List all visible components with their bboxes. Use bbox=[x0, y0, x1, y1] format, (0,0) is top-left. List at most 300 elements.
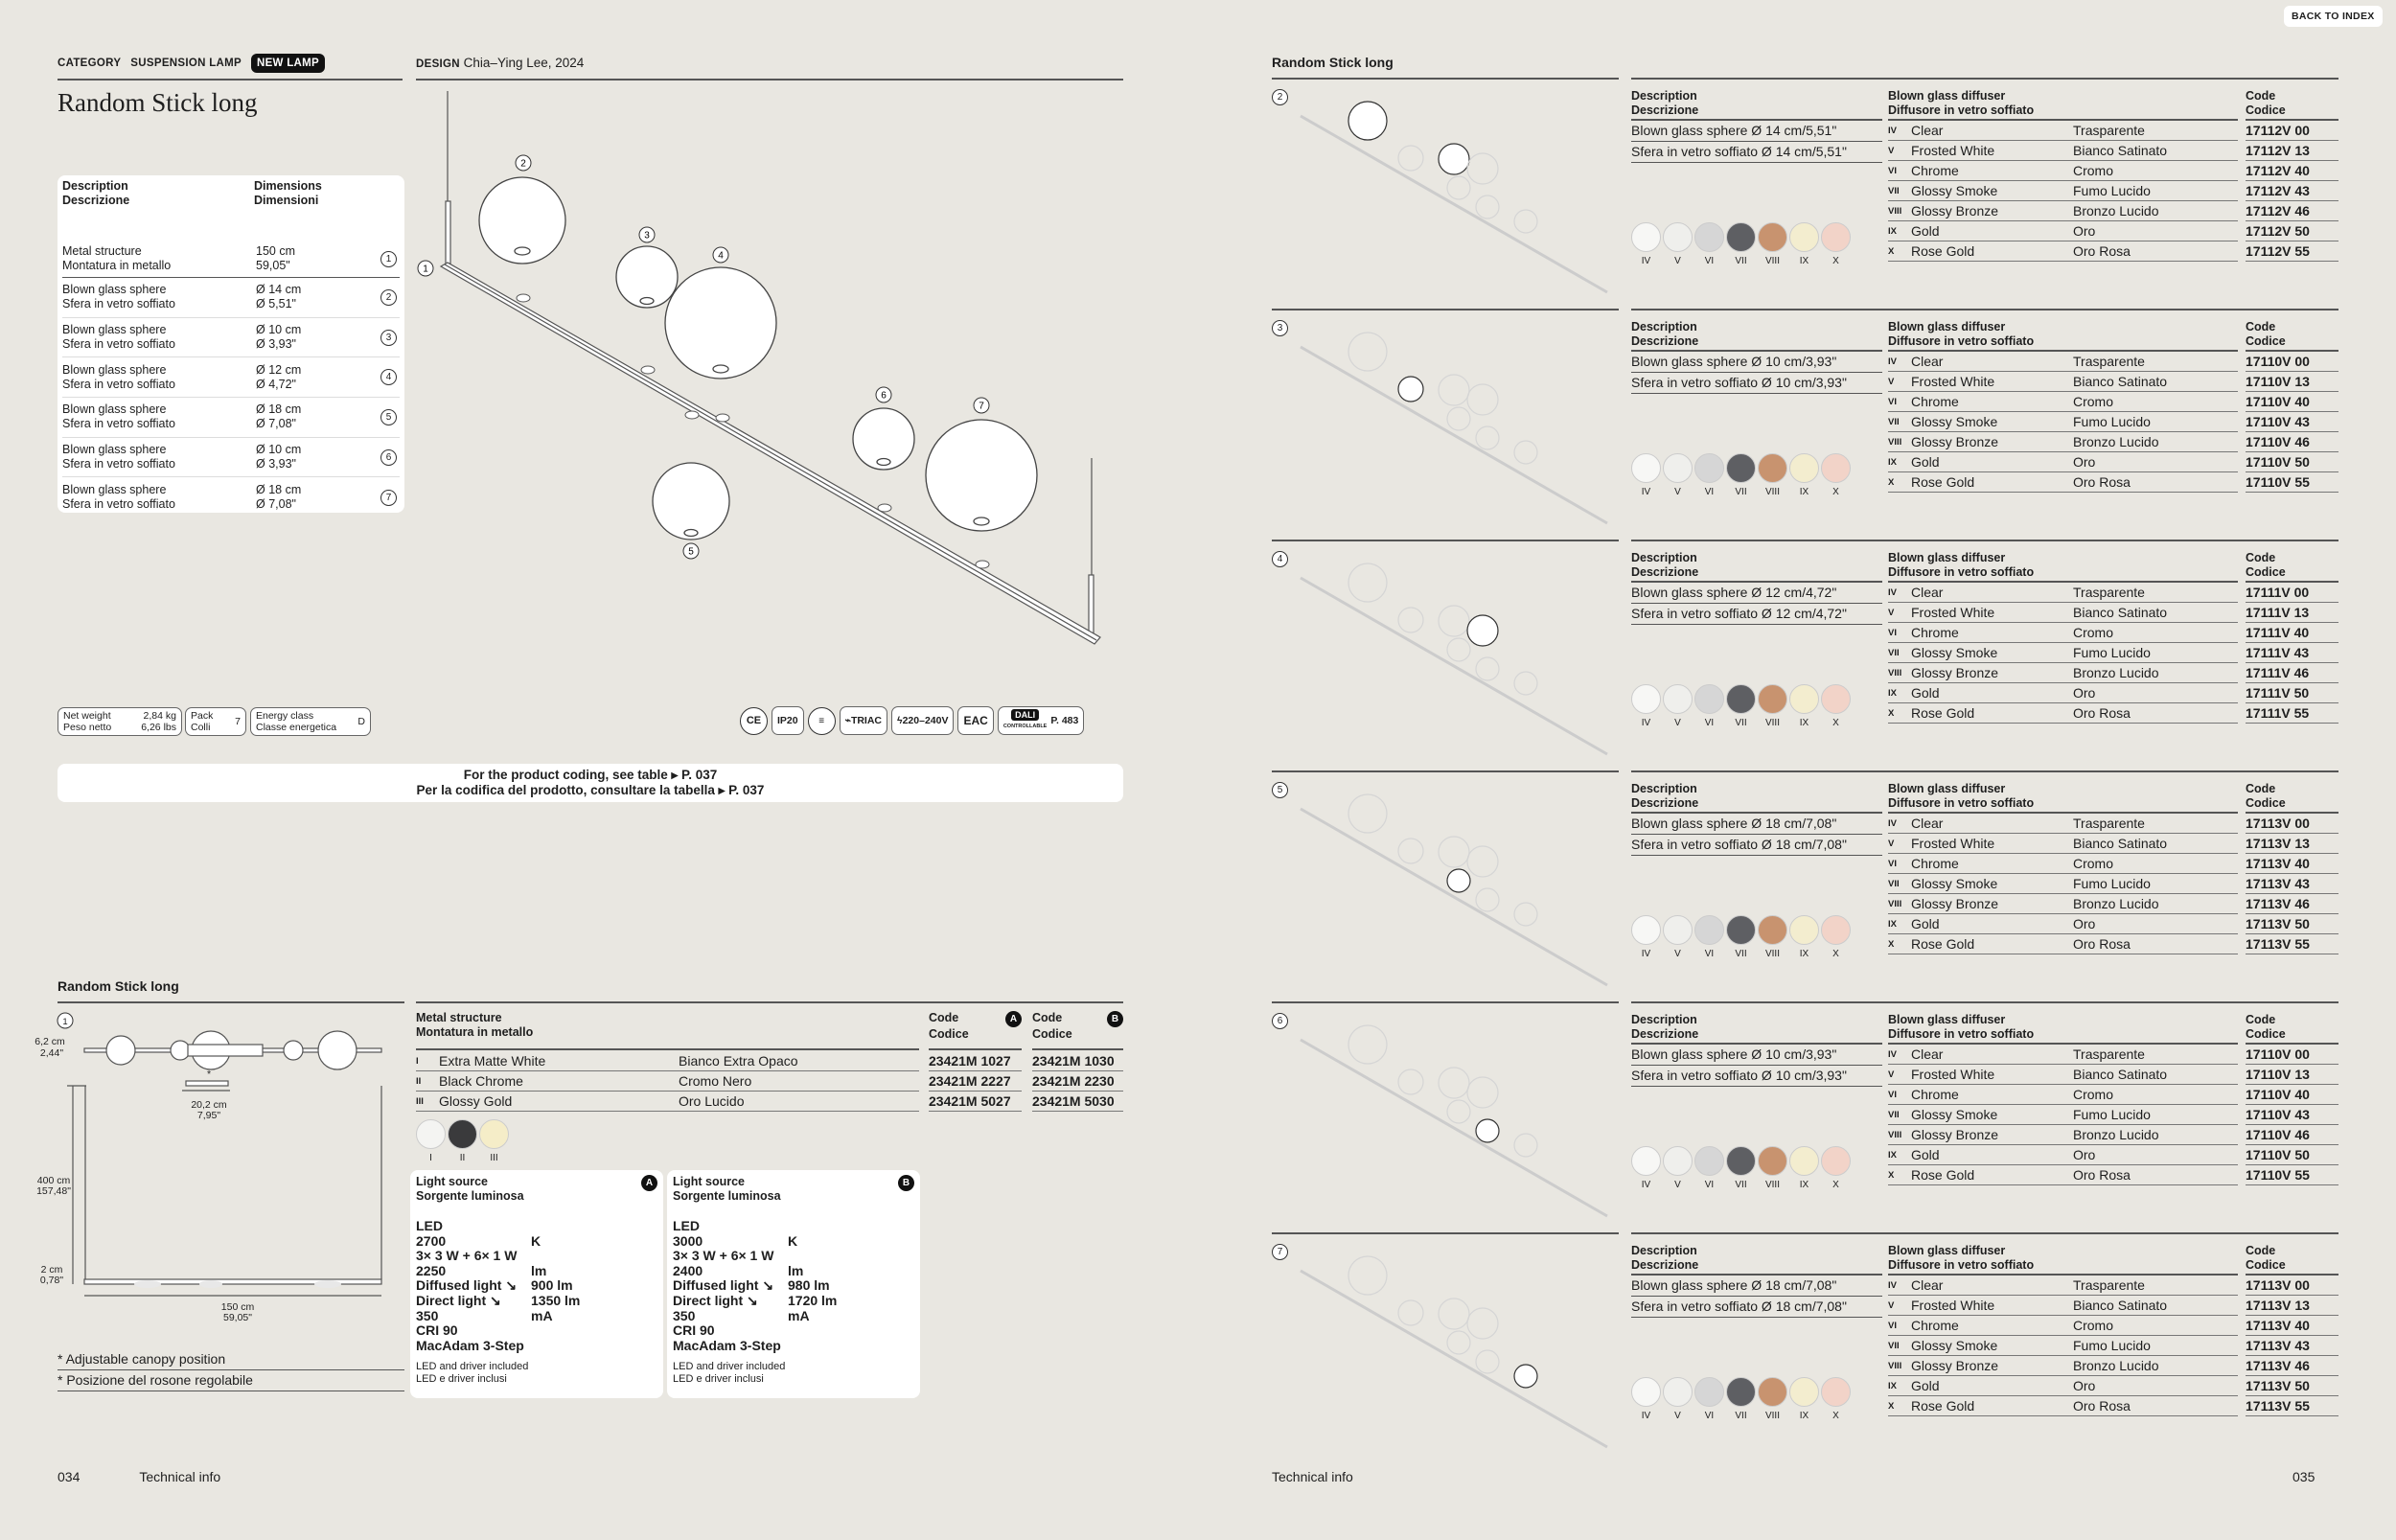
dims-desc-en: Blown glass sphere bbox=[62, 402, 167, 417]
code-header bbox=[2246, 782, 2286, 811]
code-en: Code bbox=[2246, 89, 2276, 103]
dims-value bbox=[256, 363, 380, 392]
roman-numeral: X bbox=[1888, 1401, 1895, 1412]
finish-en: Glossy Smoke bbox=[1911, 414, 1998, 429]
finish-it: Trasparente bbox=[2073, 354, 2145, 369]
swatch-label: IV bbox=[1641, 487, 1651, 497]
code-en: Code bbox=[2246, 551, 2276, 564]
category-value: SUSPENSION LAMP bbox=[130, 57, 242, 69]
finish-rows bbox=[1888, 121, 2338, 262]
product-code: 17110V 43 bbox=[2246, 414, 2310, 429]
dims-rows bbox=[62, 241, 400, 517]
finish-en: Gold bbox=[1911, 1378, 1940, 1393]
finish-en: Clear bbox=[1911, 816, 1944, 831]
code-it: Codice bbox=[2246, 1027, 2286, 1041]
swatch-label: V bbox=[1674, 1180, 1681, 1190]
footer-right-label: Technical info bbox=[1272, 1469, 1353, 1484]
roman-numeral: VII bbox=[1888, 1110, 1900, 1120]
callout-number: 6 bbox=[881, 390, 887, 402]
desc-en: Description bbox=[1631, 1244, 1697, 1257]
swatch-circle bbox=[448, 1119, 477, 1149]
finish-row bbox=[1888, 814, 2338, 834]
light-specs bbox=[416, 1219, 657, 1353]
product-code: 17110V 13 bbox=[2246, 1067, 2310, 1082]
spec-value: CRI 90 bbox=[416, 1322, 458, 1339]
diagram-callout bbox=[974, 398, 989, 413]
glass-en: Blown glass diffuser bbox=[1888, 89, 2006, 103]
desc-header bbox=[1631, 551, 1698, 580]
product-section bbox=[1272, 540, 2338, 770]
desc-header bbox=[1631, 782, 1698, 811]
glass-it: Diffusore in vetro soffiato bbox=[1888, 1027, 2035, 1041]
section-thumbnail bbox=[1291, 87, 1617, 298]
product-code: 17112V 43 bbox=[2246, 183, 2310, 198]
footer-left bbox=[58, 1469, 220, 1484]
swatch-circle bbox=[1821, 1377, 1851, 1407]
product-code: 17113V 40 bbox=[2246, 856, 2310, 871]
spec-unit: lm bbox=[531, 1262, 547, 1278]
dim-w1: 20,2 cm bbox=[191, 1099, 227, 1111]
swatch-circle bbox=[1694, 222, 1724, 252]
glass-en: Blown glass diffuser bbox=[1888, 320, 2006, 333]
spec-value: 350 bbox=[416, 1307, 439, 1323]
finish-swatch bbox=[1631, 915, 1661, 960]
eac-icon: EAC bbox=[957, 706, 993, 735]
divider bbox=[1032, 1048, 1123, 1050]
swatch-circle bbox=[1631, 684, 1661, 714]
finish-en: Clear bbox=[1911, 354, 1944, 369]
swatch-circle bbox=[1726, 453, 1756, 483]
section-number: 3 bbox=[1272, 320, 1288, 336]
dims-value-cm: Ø 10 cm bbox=[256, 443, 302, 457]
spec-value: MacAdam 3-Step bbox=[673, 1337, 781, 1353]
dims-value-cm: 150 cm bbox=[256, 244, 295, 258]
roman-numeral: IV bbox=[1888, 1049, 1897, 1060]
dims-desc-en: Blown glass sphere bbox=[62, 443, 167, 457]
swatch-label: VII bbox=[1735, 256, 1747, 266]
dims-value-in: 59,05" bbox=[256, 259, 290, 272]
product-code: 17113V 55 bbox=[2246, 1398, 2310, 1414]
part-number: 2 bbox=[380, 289, 397, 306]
page-title: Random Stick long bbox=[58, 88, 258, 117]
section-number: 7 bbox=[1272, 1244, 1288, 1260]
diagram-callout bbox=[639, 227, 655, 242]
swatch-label: VII bbox=[1735, 1411, 1747, 1421]
finish-en: Glossy Smoke bbox=[1911, 183, 1998, 198]
dims-row bbox=[62, 438, 400, 478]
finish-en: Chrome bbox=[1911, 1087, 1959, 1102]
finish-row bbox=[1888, 1356, 2338, 1376]
swatch-label: X bbox=[1832, 1180, 1839, 1190]
finish-it: Fumo Lucido bbox=[2073, 645, 2151, 660]
part-number: 1 bbox=[380, 251, 397, 267]
finish-swatch bbox=[1821, 1146, 1851, 1191]
back-to-index-button[interactable]: BACK TO INDEX bbox=[2284, 6, 2383, 27]
dim-h2: 2,44" bbox=[39, 1047, 64, 1059]
dims-desc-en: Blown glass sphere bbox=[62, 283, 167, 297]
dims-desc-it: Sfera in vetro soffiato bbox=[62, 337, 175, 352]
divider bbox=[58, 1001, 404, 1003]
spec-row bbox=[673, 1249, 914, 1264]
dims-row bbox=[62, 398, 400, 438]
spec-row bbox=[416, 1234, 657, 1250]
swatch-circle bbox=[1821, 684, 1851, 714]
dims-desc bbox=[62, 443, 256, 471]
roman-numeral: VIII bbox=[1888, 668, 1902, 678]
dims-desc bbox=[62, 402, 256, 431]
light-title-it: Sorgente luminosa bbox=[416, 1189, 524, 1203]
code-b: 23421M 1030 bbox=[1032, 1053, 1115, 1069]
spec-unit: 1350 lm bbox=[531, 1292, 581, 1308]
page-number: 035 bbox=[2292, 1469, 2315, 1484]
spec-unit: 980 lm bbox=[788, 1277, 830, 1294]
finish-it: Bronzo Lucido bbox=[2073, 203, 2159, 218]
finish-row bbox=[1888, 683, 2338, 703]
swatch-circle bbox=[1694, 915, 1724, 945]
finish-swatch bbox=[1694, 1146, 1724, 1191]
finish-swatch bbox=[479, 1119, 509, 1164]
swatch-circle bbox=[1726, 1377, 1756, 1407]
dims-value bbox=[256, 402, 380, 431]
finish-swatch bbox=[1789, 1146, 1819, 1191]
divider bbox=[1631, 1001, 2338, 1003]
dims-value-in: Ø 3,93" bbox=[256, 337, 296, 352]
swatch-circle bbox=[479, 1119, 509, 1149]
callout-number: 5 bbox=[688, 546, 694, 558]
roman-numeral: VII bbox=[1888, 417, 1900, 427]
product-code: 17113V 13 bbox=[2246, 1298, 2310, 1313]
swatch-circle bbox=[1726, 222, 1756, 252]
product-code: 17112V 50 bbox=[2246, 223, 2310, 239]
code-a: 23421M 2227 bbox=[929, 1073, 1011, 1089]
swatch-label: VI bbox=[1704, 1180, 1715, 1190]
finish-swatch bbox=[1726, 1377, 1756, 1422]
divider bbox=[929, 1048, 1022, 1050]
product-code: 17111V 00 bbox=[2246, 585, 2310, 600]
product-code: 17111V 46 bbox=[2246, 665, 2310, 680]
roman-numeral: VIII bbox=[1888, 206, 1902, 217]
designer-name: Chia–Ying Lee, 2024 bbox=[463, 56, 585, 70]
glass-en: Blown glass diffuser bbox=[1888, 782, 2006, 795]
roman-numeral: VI bbox=[1888, 628, 1897, 638]
finish-row bbox=[1888, 1165, 2338, 1185]
finish-row bbox=[1888, 894, 2338, 914]
dim-h1: 6,2 cm bbox=[35, 1036, 65, 1047]
finish-swatch bbox=[1694, 453, 1724, 498]
product-section bbox=[1272, 78, 2338, 309]
swatch-label: IV bbox=[1641, 949, 1651, 959]
product-code: 17110V 43 bbox=[2246, 1107, 2310, 1122]
ip-rating-icon: IP20 bbox=[772, 706, 804, 735]
finish-it: Bronzo Lucido bbox=[2073, 665, 2159, 680]
glass-it: Diffusore in vetro soffiato bbox=[1888, 103, 2035, 117]
product-code: 17113V 43 bbox=[2246, 1338, 2310, 1353]
divider bbox=[58, 79, 403, 80]
roman-numeral: IX bbox=[1888, 1150, 1897, 1161]
swatch-label: X bbox=[1832, 487, 1839, 497]
finish-row bbox=[1888, 1336, 2338, 1356]
product-code: 17113V 13 bbox=[2246, 836, 2310, 851]
metal-row bbox=[416, 1092, 1123, 1112]
swatch-label: VI bbox=[1704, 256, 1715, 266]
section-number: 5 bbox=[1272, 782, 1288, 798]
glass-swatches bbox=[1631, 915, 1851, 960]
product-code: 17110V 55 bbox=[2246, 1167, 2310, 1183]
divider bbox=[1272, 1001, 1619, 1003]
finish-en: Chrome bbox=[1911, 1318, 1959, 1333]
dims-desc-en: Blown glass sphere bbox=[62, 362, 167, 377]
code-header bbox=[2246, 1013, 2286, 1042]
spec-row bbox=[416, 1323, 657, 1339]
code-header bbox=[2246, 1244, 2286, 1273]
finish-en: Rose Gold bbox=[1911, 1398, 1975, 1414]
finish-swatch bbox=[1821, 1377, 1851, 1422]
roman-numeral: II bbox=[416, 1076, 422, 1087]
spec-value: 3000 bbox=[673, 1232, 703, 1249]
roman-numeral: X bbox=[1888, 939, 1895, 950]
swatch-circle bbox=[1663, 684, 1693, 714]
dims-value-cm: Ø 18 cm bbox=[256, 483, 302, 497]
finish-swatch bbox=[1663, 222, 1693, 267]
sphere-desc-en: Blown glass sphere Ø 10 cm/3,93" bbox=[1631, 1045, 1882, 1066]
roman-numeral: III bbox=[416, 1096, 424, 1107]
swatch-label: VI bbox=[1704, 487, 1715, 497]
glass-swatches bbox=[1631, 684, 1851, 729]
desc-body bbox=[1631, 814, 1882, 856]
roman-numeral: IX bbox=[1888, 457, 1897, 468]
dali-icon: DALI CONTROLLABLE P. 483 bbox=[998, 706, 1085, 735]
product-code: 17110V 40 bbox=[2246, 394, 2310, 409]
finish-row bbox=[1888, 392, 2338, 412]
finish-it: Oro bbox=[2073, 1378, 2096, 1393]
diagram-callout bbox=[516, 155, 531, 171]
metal-rows bbox=[416, 1051, 1123, 1112]
finish-en: Rose Gold bbox=[1911, 243, 1975, 259]
finish-en: Frosted White bbox=[1911, 605, 1995, 620]
desc-en: Description bbox=[1631, 551, 1697, 564]
finish-it: Cromo Nero bbox=[679, 1073, 752, 1089]
finish-it: Oro Rosa bbox=[2073, 1398, 2131, 1414]
roman-numeral: VI bbox=[1888, 1090, 1897, 1100]
swatch-circle bbox=[1663, 222, 1693, 252]
finish-en: Gold bbox=[1911, 223, 1940, 239]
divider bbox=[1631, 1043, 1882, 1045]
dims-row bbox=[62, 357, 400, 398]
finish-swatch bbox=[1726, 915, 1756, 960]
desc-body bbox=[1631, 1276, 1882, 1318]
swatch-label: VII bbox=[1735, 718, 1747, 728]
swatch-label: VIII bbox=[1764, 949, 1780, 959]
metal-row bbox=[416, 1071, 1123, 1092]
swatch-label: VIII bbox=[1764, 1180, 1780, 1190]
finish-row bbox=[1888, 854, 2338, 874]
finish-en: Frosted White bbox=[1911, 143, 1995, 158]
row-divider bbox=[1888, 261, 2238, 262]
finish-swatch bbox=[1821, 222, 1851, 267]
finish-row bbox=[1888, 452, 2338, 472]
finish-it: Bianco Satinato bbox=[2073, 605, 2168, 620]
code-b: 23421M 5030 bbox=[1032, 1093, 1115, 1109]
row-divider bbox=[416, 1111, 919, 1112]
finish-en: Glossy Gold bbox=[439, 1093, 513, 1109]
finish-swatch bbox=[1631, 1146, 1661, 1191]
swatch-circle bbox=[1631, 1146, 1661, 1176]
product-code: 17110V 13 bbox=[2246, 374, 2310, 389]
finish-en: Frosted White bbox=[1911, 1298, 1995, 1313]
finish-swatch bbox=[1663, 915, 1693, 960]
dims-value-in: Ø 4,72" bbox=[256, 377, 296, 391]
product-code: 17110V 50 bbox=[2246, 1147, 2310, 1162]
dims-value-cm: Ø 18 cm bbox=[256, 402, 302, 417]
callout-number: 1 bbox=[423, 264, 428, 275]
dims-value-in: Ø 3,93" bbox=[256, 457, 296, 471]
energy-pill: Energy class Classe energetica D bbox=[250, 707, 371, 736]
product-code: 17110V 40 bbox=[2246, 1087, 2310, 1102]
finish-swatch bbox=[448, 1119, 477, 1164]
spec-unit: mA bbox=[788, 1307, 810, 1323]
finish-it: Bianco Satinato bbox=[2073, 143, 2168, 158]
finish-en: Clear bbox=[1911, 123, 1944, 138]
finish-en: Frosted White bbox=[1911, 1067, 1995, 1082]
section-number: 6 bbox=[1272, 1013, 1288, 1029]
finish-it: Oro Rosa bbox=[2073, 705, 2131, 721]
code-it: Codice bbox=[2246, 565, 2286, 579]
desc-header bbox=[1631, 1013, 1698, 1042]
divider bbox=[1631, 581, 1882, 583]
dims-desc bbox=[62, 283, 256, 311]
finish-it: Bianco Satinato bbox=[2073, 836, 2168, 851]
finish-it: Cromo bbox=[2073, 163, 2114, 178]
product-code: 17113V 43 bbox=[2246, 876, 2310, 891]
row-divider bbox=[1888, 1415, 2238, 1416]
glass-it: Diffusore in vetro soffiato bbox=[1888, 796, 2035, 810]
roman-numeral: VI bbox=[1888, 859, 1897, 869]
diagram-callout bbox=[683, 543, 699, 559]
swatch-label: IX bbox=[1799, 1411, 1809, 1421]
finish-row bbox=[1888, 412, 2338, 432]
dim-c2: 0,78" bbox=[39, 1275, 64, 1286]
dims-value bbox=[256, 323, 380, 352]
metal-row bbox=[416, 1051, 1123, 1071]
finish-en: Gold bbox=[1911, 685, 1940, 701]
finish-it: Oro Rosa bbox=[2073, 936, 2131, 952]
product-code: 17110V 00 bbox=[2246, 1046, 2310, 1062]
desc-header bbox=[1631, 89, 1698, 118]
light-title bbox=[673, 1175, 781, 1204]
swatch-label: V bbox=[1674, 256, 1681, 266]
dims-value-cm: Ø 12 cm bbox=[256, 362, 302, 377]
row-divider bbox=[2246, 492, 2338, 493]
glass-en: Blown glass diffuser bbox=[1888, 1244, 2006, 1257]
finish-en: Glossy Smoke bbox=[1911, 1338, 1998, 1353]
callout-number: 2 bbox=[520, 158, 526, 170]
swatch-circle bbox=[1694, 453, 1724, 483]
finish-row bbox=[1888, 121, 2338, 141]
swatch-circle bbox=[1789, 453, 1819, 483]
finish-it: Fumo Lucido bbox=[2073, 1338, 2151, 1353]
glass-it: Diffusore in vetro soffiato bbox=[1888, 565, 2035, 579]
finish-row bbox=[1888, 1065, 2338, 1085]
finish-swatch bbox=[1631, 453, 1661, 498]
callout-number: 7 bbox=[979, 401, 984, 412]
finish-swatch bbox=[1821, 915, 1851, 960]
roman-numeral: V bbox=[1888, 377, 1895, 387]
row-divider bbox=[1888, 1184, 2238, 1185]
finish-en: Rose Gold bbox=[1911, 474, 1975, 490]
product-section bbox=[1272, 1001, 2338, 1232]
finish-en: Glossy Bronze bbox=[1911, 434, 1999, 449]
finish-en: Gold bbox=[1911, 1147, 1940, 1162]
swatch-label: VII bbox=[1735, 487, 1747, 497]
divider bbox=[1631, 812, 1882, 814]
roman-numeral: IX bbox=[1888, 919, 1897, 930]
spec-row bbox=[673, 1309, 914, 1324]
roman-numeral: V bbox=[1888, 608, 1895, 618]
finish-it: Trasparente bbox=[2073, 585, 2145, 600]
section-thumbnail bbox=[1291, 780, 1617, 991]
finish-en: Gold bbox=[1911, 454, 1940, 470]
desc-body bbox=[1631, 1045, 1882, 1087]
light-header bbox=[673, 1175, 914, 1204]
finish-it: Oro bbox=[2073, 685, 2096, 701]
dims-row bbox=[62, 318, 400, 358]
spec-unit: K bbox=[788, 1232, 798, 1249]
swatch-label: V bbox=[1674, 718, 1681, 728]
divider bbox=[1631, 309, 2338, 310]
spec-value: Direct light ↘ bbox=[416, 1292, 501, 1308]
finish-row bbox=[1888, 181, 2338, 201]
product-code: 17111V 50 bbox=[2246, 685, 2310, 701]
spec-row bbox=[673, 1264, 914, 1279]
swatch-label: VI bbox=[1704, 718, 1715, 728]
footer-label: Technical info bbox=[139, 1469, 221, 1484]
finish-en: Clear bbox=[1911, 1046, 1944, 1062]
finish-it: Bronzo Lucido bbox=[2073, 1358, 2159, 1373]
lamp-diagram bbox=[412, 86, 1121, 661]
dims-value bbox=[256, 443, 380, 471]
finish-en: Chrome bbox=[1911, 625, 1959, 640]
roman-numeral: VIII bbox=[1888, 437, 1902, 448]
roman-numeral: VI bbox=[1888, 166, 1897, 176]
finish-swatch bbox=[1726, 684, 1756, 729]
spec-unit: mA bbox=[531, 1307, 553, 1323]
divider bbox=[1631, 119, 1882, 121]
spec-value: 2700 bbox=[416, 1232, 447, 1249]
swatch-label: IV bbox=[1641, 718, 1651, 728]
glass-header bbox=[1888, 782, 2034, 811]
finish-swatch bbox=[1758, 684, 1787, 729]
finish-swatch bbox=[1758, 915, 1787, 960]
page-number: 034 bbox=[58, 1469, 81, 1484]
dims-desc-en: Blown glass sphere bbox=[62, 323, 167, 337]
swatch-circle bbox=[1663, 915, 1693, 945]
finish-en: Glossy Smoke bbox=[1911, 876, 1998, 891]
roman-numeral: IV bbox=[1888, 587, 1897, 598]
finish-swatch bbox=[1631, 684, 1661, 729]
divider bbox=[1631, 350, 1882, 352]
triac-icon: ⌁ TRIAC bbox=[840, 706, 887, 735]
finish-swatch bbox=[416, 1119, 446, 1164]
product-code: 17113V 50 bbox=[2246, 916, 2310, 931]
roman-numeral: VI bbox=[1888, 397, 1897, 407]
finish-en: Glossy Bronze bbox=[1911, 1127, 1999, 1142]
finish-row bbox=[1888, 834, 2338, 854]
finish-it: Oro bbox=[2073, 1147, 2096, 1162]
finish-row bbox=[1888, 1276, 2338, 1296]
swatch-circle bbox=[1726, 684, 1756, 714]
finish-it: Bianco Satinato bbox=[2073, 1067, 2168, 1082]
version-badge: A bbox=[641, 1175, 657, 1191]
